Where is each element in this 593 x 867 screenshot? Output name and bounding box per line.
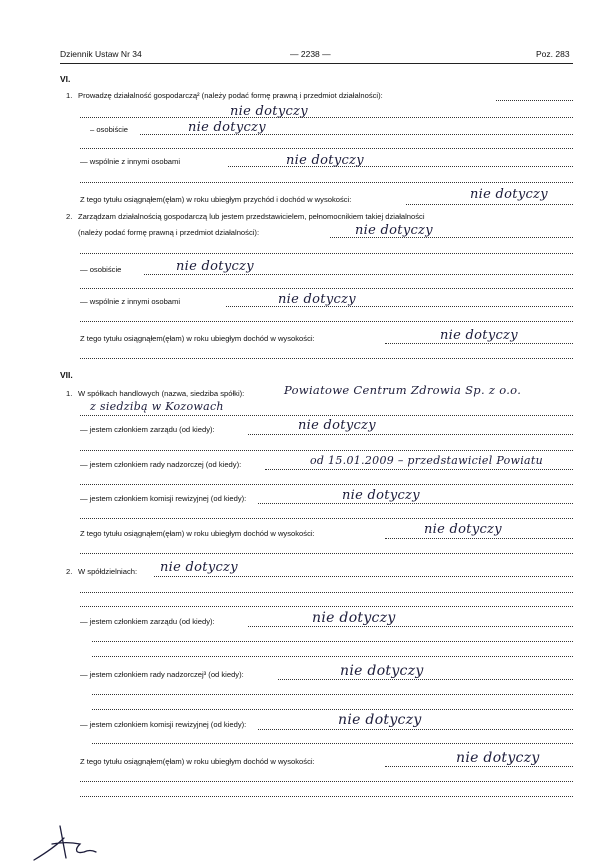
header-rule xyxy=(60,63,573,64)
handwritten-answer: nie dotyczy xyxy=(456,750,540,766)
answer-line xyxy=(80,415,573,416)
answer-line xyxy=(385,343,573,344)
handwritten-answer: nie dotyczy xyxy=(188,120,266,135)
supervisory-board-label: — jestem członkiem rady nadzorczej (od kiedy): xyxy=(80,460,242,469)
answer-line xyxy=(80,321,573,322)
personal-label: – osobiście xyxy=(90,125,128,134)
answer-line xyxy=(92,641,573,642)
answer-line xyxy=(92,656,573,657)
section-vii-heading: VII. xyxy=(60,370,73,380)
answer-line xyxy=(144,274,573,275)
answer-line xyxy=(80,606,573,607)
income-label: Z tego tytułu osiągnąłem(ęłam) w roku ubiegłym dochód w wysokości: xyxy=(80,334,315,343)
audit-committee-label: — jestem członkiem komisji rewizyjnej (od kiedy): xyxy=(80,720,247,729)
income-label: Z tego tytułu osiągnąłem(ęłam) w roku ubiegłym dochód w wysokości: xyxy=(80,529,315,538)
handwritten-answer: nie dotyczy xyxy=(355,223,433,238)
answer-line xyxy=(248,626,573,627)
answer-line xyxy=(154,576,573,577)
item-number: 2. xyxy=(66,567,73,576)
answer-line xyxy=(92,694,573,695)
answer-line xyxy=(80,117,573,118)
answer-line xyxy=(385,538,573,539)
answer-line xyxy=(385,766,573,767)
handwritten-answer: nie dotyczy xyxy=(160,560,238,575)
item-number: 2. xyxy=(66,212,73,221)
section-vi-heading: VI. xyxy=(60,74,71,84)
answer-line xyxy=(80,148,573,149)
handwritten-answer: nie dotyczy xyxy=(278,292,356,307)
answer-line xyxy=(228,166,573,167)
answer-line xyxy=(92,743,573,744)
answer-line xyxy=(80,796,573,797)
board-member-label: — jestem członkiem zarządu (od kiedy): xyxy=(80,617,215,626)
answer-line xyxy=(80,592,573,593)
handwritten-answer: nie dotyczy xyxy=(424,522,502,537)
handwritten-answer: od 15.01.2009 – przedstawiciel Powiatu xyxy=(310,454,544,467)
answer-line xyxy=(258,503,573,504)
position-number: Poz. 283 xyxy=(536,49,570,59)
supervisory-board-label: — jestem członkiem rady nadzorczej³ (od kiedy): xyxy=(80,670,244,679)
answer-line xyxy=(80,450,573,451)
management-label: Zarządzam działalnością gospodarczą lub jestem przedstawicielem, pełnomocnikiem takiej działalności xyxy=(78,212,425,221)
handwritten-answer: nie dotyczy xyxy=(286,153,364,168)
answer-line xyxy=(80,358,573,359)
answer-line xyxy=(278,679,573,680)
handwritten-answer: nie dotyczy xyxy=(470,187,548,202)
answer-line xyxy=(496,100,573,101)
item-number: 1. xyxy=(66,389,73,398)
joint-label: — wspólnie z innymi osobami xyxy=(80,157,181,166)
handwritten-answer: nie dotyczy xyxy=(440,328,518,343)
answer-line xyxy=(80,182,573,183)
answer-line xyxy=(80,253,573,254)
answer-line xyxy=(80,518,573,519)
answer-line xyxy=(265,469,573,470)
handwritten-answer: nie dotyczy xyxy=(312,610,396,626)
answer-line xyxy=(406,204,573,205)
handwritten-answer: nie dotyczy xyxy=(230,104,308,119)
income-label: Z tego tytułu osiągnąłem(ęłam) w roku ubiegłym przychód i dochód w wysokości: xyxy=(80,195,352,204)
handwritten-answer: nie dotyczy xyxy=(176,259,254,274)
handwritten-answer: nie dotyczy xyxy=(342,488,420,503)
journal-title: Dziennik Ustaw Nr 34 xyxy=(60,49,142,59)
handwritten-answer: nie dotyczy xyxy=(338,712,422,728)
cooperatives-label: W spółdzielniach: xyxy=(78,567,138,576)
item-number: 1. xyxy=(66,91,73,100)
handwritten-answer: nie dotyczy xyxy=(340,663,424,679)
handwritten-answer: nie dotyczy xyxy=(298,418,376,433)
answer-line xyxy=(80,781,573,782)
companies-label: W spółkach handlowych (nazwa, siedziba spółki): xyxy=(78,389,245,398)
personal-label: — osobiście xyxy=(80,265,122,274)
answer-line xyxy=(92,709,573,710)
answer-line xyxy=(80,484,573,485)
handwritten-answer: z siedzibą w Kozowach xyxy=(90,400,224,413)
handwritten-answer: Powiatowe Centrum Zdrowia Sp. z o.o. xyxy=(284,383,522,397)
answer-line xyxy=(80,288,573,289)
joint-label: — wspólnie z innymi osobami xyxy=(80,297,181,306)
answer-line xyxy=(258,729,573,730)
answer-line xyxy=(248,434,573,435)
board-member-label: — jestem członkiem zarządu (od kiedy): xyxy=(80,425,215,434)
income-label: Z tego tytułu osiągnąłem(ęłam) w roku ubiegłym dochód w wysokości: xyxy=(80,757,315,766)
management-label: (należy podać formę prawną i przedmiot działalności): xyxy=(78,228,260,237)
audit-committee-label: — jestem członkiem komisji rewizyjnej (od kiedy): xyxy=(80,494,247,503)
answer-line xyxy=(80,553,573,554)
page-number: — 2238 — xyxy=(290,49,331,59)
business-activity-label: Prowadzę działalność gospodarczą² (należy podać formę prawną i przedmiot działalności): xyxy=(78,91,383,100)
signature-mark xyxy=(30,820,110,865)
